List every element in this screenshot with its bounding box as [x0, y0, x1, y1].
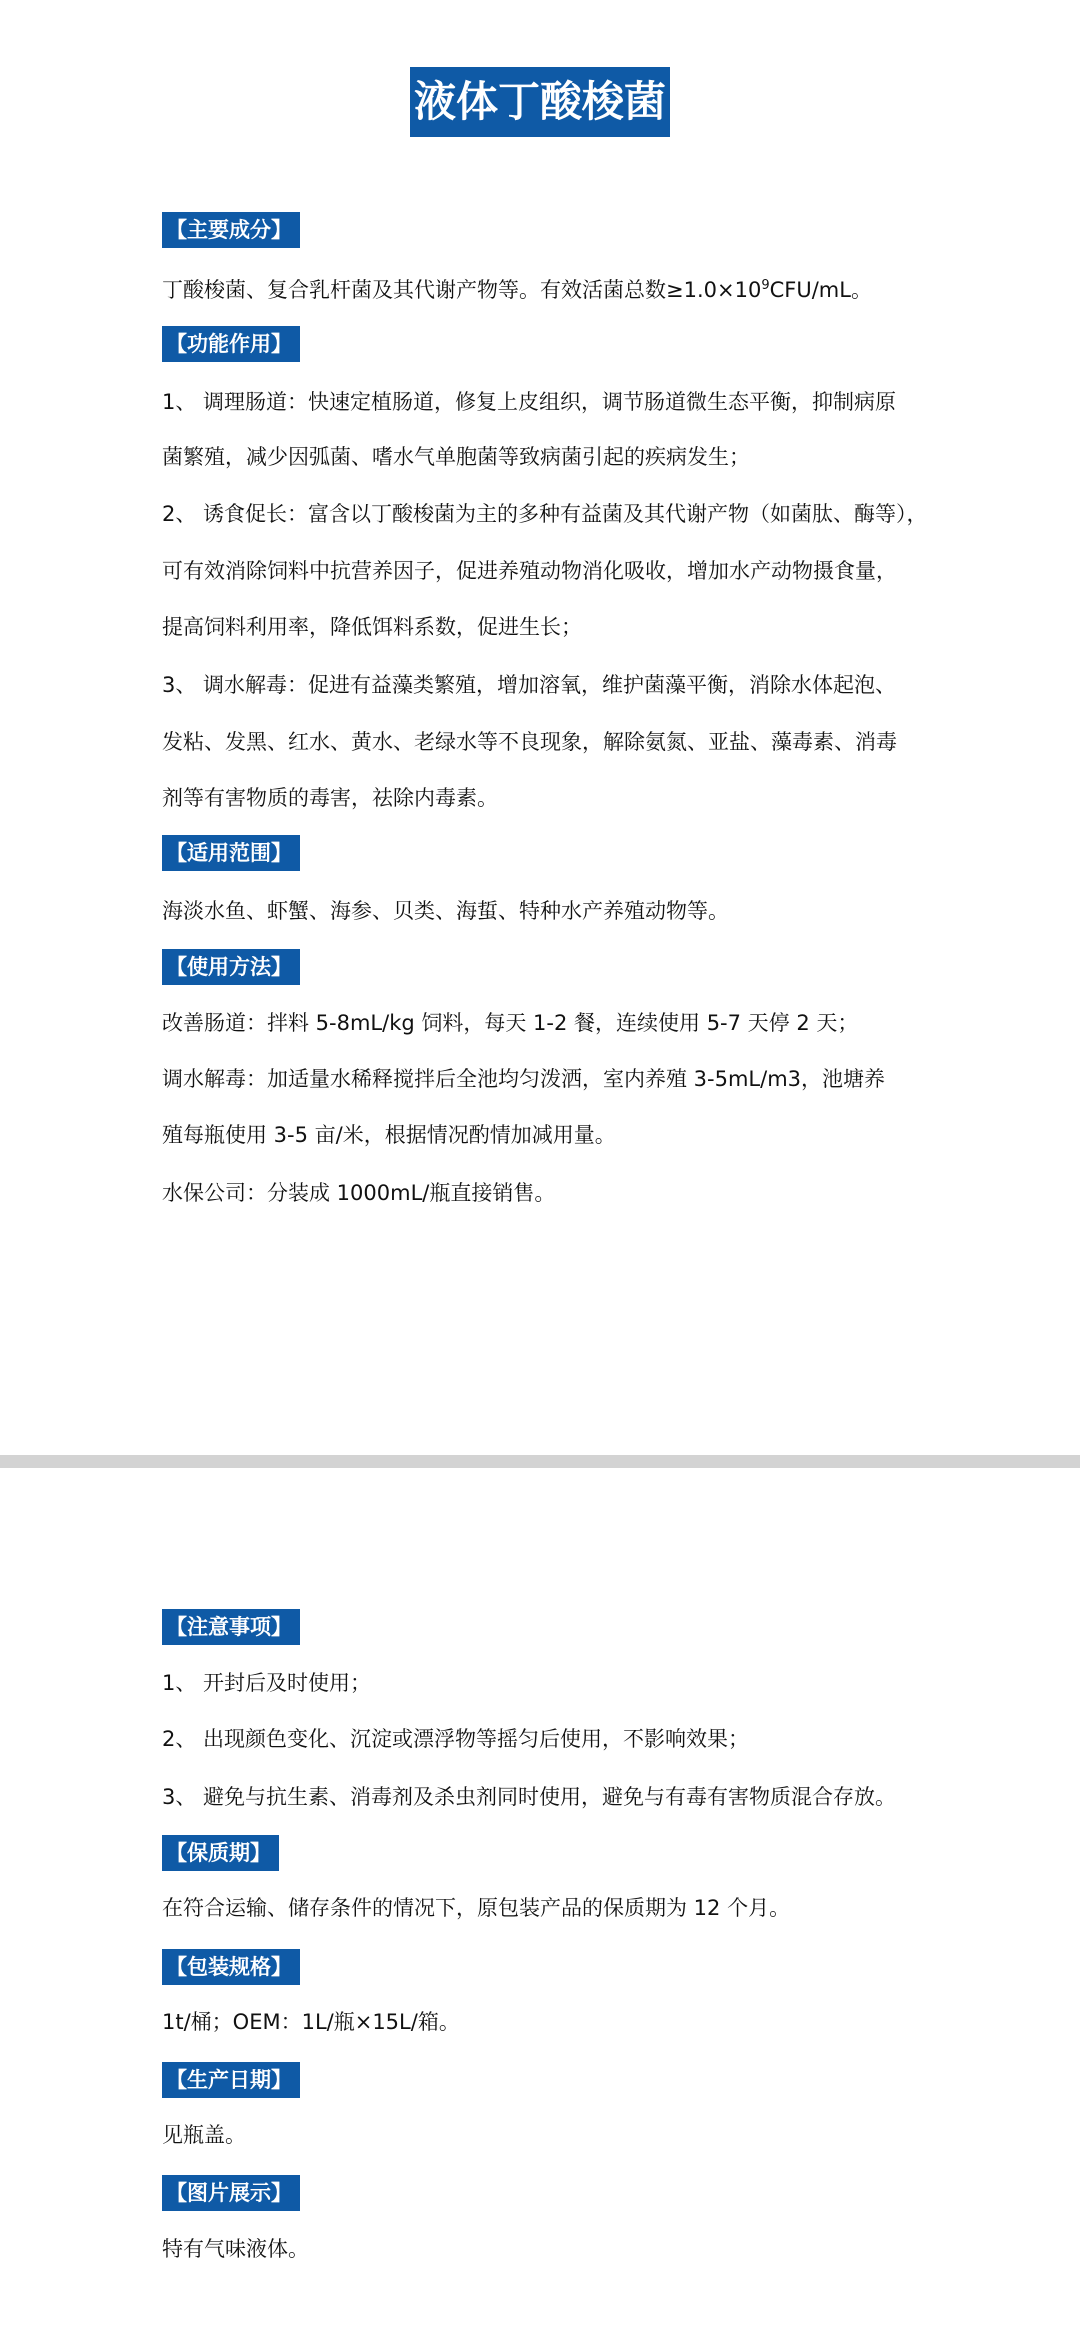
section-heading-pictures: 【图片展示】 — [162, 2175, 300, 2211]
function-line: 1、 调理肠道：快速定植肠道，修复上皮组织，调节肠道微生态平衡，抑制病原 — [162, 390, 897, 414]
section-heading-ingredients: 【主要成分】 — [162, 212, 300, 248]
page-divider — [0, 1455, 1080, 1468]
notes-line: 3、 避免与抗生素、消毒剂及杀虫剂同时使用，避免与有毒有害物质混合存放。 — [162, 1785, 897, 1809]
section-heading-production-date: 【生产日期】 — [162, 2062, 300, 2098]
section-heading-notes: 【注意事项】 — [162, 1609, 300, 1645]
function-line: 2、 诱食促长：富含以丁酸梭菌为主的多种有益菌及其代谢产物（如菌肽、酶等）， — [162, 502, 928, 526]
title-container — [0, 67, 1080, 137]
usage-line: 调水解毒：加适量水稀释搅拌后全池均匀泼洒，室内养殖 3-5mL/m3，池塘养 — [162, 1067, 886, 1091]
scope-line: 海淡水鱼、虾蟹、海参、贝类、海蜇、特种水产养殖动物等。 — [162, 899, 729, 923]
function-line: 可有效消除饲料中抗营养因子，促进养殖动物消化吸收，增加水产动物摄食量， — [162, 559, 897, 583]
section-heading-usage: 【使用方法】 — [162, 949, 300, 985]
section-heading-function: 【功能作用】 — [162, 326, 300, 362]
section-heading-shelf-life: 【保质期】 — [162, 1835, 279, 1871]
function-line: 3、 调水解毒：促进有益藻类繁殖，增加溶氧，维护菌藻平衡，消除水体起泡、 — [162, 673, 897, 697]
ingredients-text — [162, 271, 872, 305]
ingredients-text-part: 丁酸梭菌、复合乳杆菌及其代谢产物等。有效活菌总数≥1.0×10 — [162, 278, 762, 302]
function-line: 提高饲料利用率，降低饵料系数，促进生长； — [162, 615, 582, 639]
function-line: 发粘、发黑、红水、黄水、老绿水等不良现象，解除氨氮、亚盐、藻毒素、消毒 — [162, 730, 897, 754]
ingredients-exponent: 9 — [761, 278, 770, 293]
section-heading-scope: 【适用范围】 — [162, 835, 300, 871]
usage-line: 殖每瓶使用 3-5 亩/米，根据情况酌情加减用量。 — [162, 1123, 616, 1147]
production-date-line: 见瓶盖。 — [162, 2123, 246, 2147]
page-title: 液体丁酸梭菌 — [410, 67, 670, 137]
notes-line: 2、 出现颜色变化、沉淀或漂浮物等摇匀后使用，不影响效果； — [162, 1727, 750, 1751]
ingredients-text-unit: CFU/mL。 — [769, 278, 872, 302]
pictures-line: 特有气味液体。 — [162, 2237, 309, 2261]
notes-line: 1、 开封后及时使用； — [162, 1671, 372, 1695]
section-heading-packaging: 【包装规格】 — [162, 1949, 300, 1985]
function-line: 剂等有害物质的毒害，祛除内毒素。 — [162, 786, 498, 810]
usage-line: 水保公司：分装成 1000mL/瓶直接销售。 — [162, 1181, 556, 1205]
shelf-life-line: 在符合运输、储存条件的情况下，原包装产品的保质期为 12 个月。 — [162, 1896, 791, 1920]
function-line: 菌繁殖，减少因弧菌、嗜水气单胞菌等致病菌引起的疾病发生； — [162, 445, 750, 469]
packaging-line: 1t/桶；OEM：1L/瓶×15L/箱。 — [162, 2010, 460, 2034]
usage-line: 改善肠道：拌料 5-8mL/kg 饲料，每天 1-2 餐，连续使用 5-7 天停 2 天； — [162, 1011, 859, 1035]
